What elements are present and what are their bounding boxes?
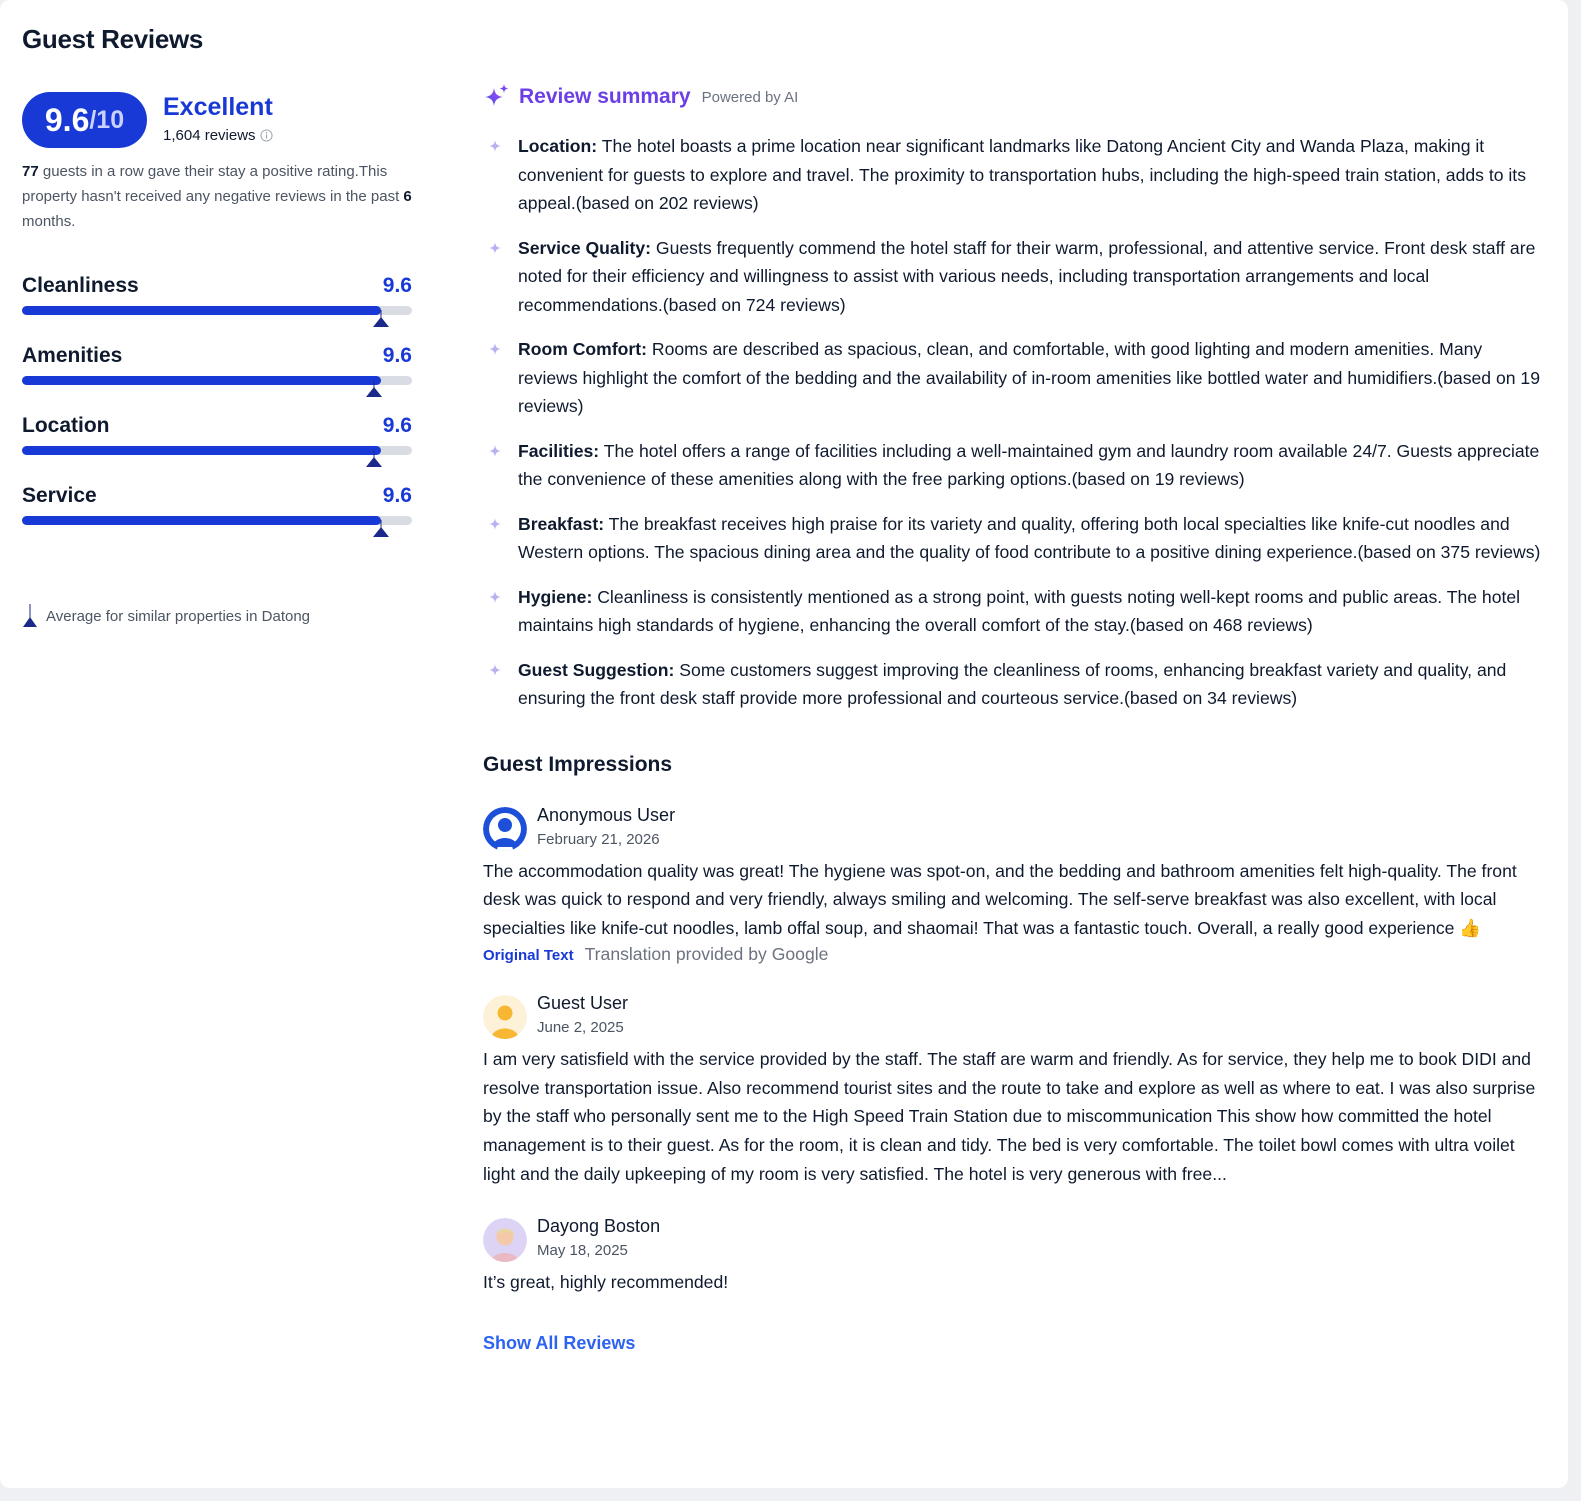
average-marker-icon: [372, 520, 390, 538]
category-score: 9.6: [382, 414, 412, 437]
review-text: It’s great, highly recommended!: [483, 1272, 729, 1293]
sparkle-bullet-icon: [488, 444, 502, 458]
reviewer-name: Guest User: [537, 993, 629, 1014]
average-marker-icon: [365, 380, 383, 398]
category-scores: [22, 274, 412, 554]
summary-label: Location:: [518, 136, 598, 156]
review-date: February 21, 2026: [537, 830, 660, 848]
summary-label: Hygiene:: [518, 586, 593, 607]
summary-text: The breakfast receives high praise for its variety and quality, offering both local specialties like knife-cut noodles and Western options. The spacious dining area and the quality of food contribute to a positive dining experience.(based on 375 reviews): [518, 513, 1541, 562]
overall-score-max: /10: [89, 105, 125, 134]
category-name: Amenities: [22, 344, 123, 367]
summary-item: [483, 132, 1543, 218]
summary-item: [483, 510, 1543, 567]
score-bar-track: [22, 446, 412, 455]
review-date: May 18, 2025: [537, 1242, 628, 1260]
summary-item: [483, 656, 1543, 713]
score-bar-track: [22, 516, 412, 525]
sparkle-bullet-icon: [488, 342, 502, 356]
review-content: [483, 82, 1543, 1354]
summary-text: Rooms are described as spacious, clean, and comfortable, with good lighting and modern amenities. Many reviews highlight the comfort of the bedding and the availability of in-room amenities like bottled water and humidifiers.(based on 19 reviews): [518, 339, 1540, 416]
summary-label: Guest Suggestion:: [518, 659, 675, 680]
summary-text: The hotel offers a range of facilities including a well-maintained gym and laundry room available 24/7. Guests appreciate the convenience of these amenities along with the free parking options.(based on 19 reviews): [518, 440, 1540, 489]
average-marker-icon: [22, 604, 38, 628]
positive-streak-text: 77 guests in a row gave their stay a positive rating.This property hasn't received any negative reviews in the past 6 months.: [22, 163, 412, 230]
category-score: 9.6: [382, 274, 412, 297]
info-icon[interactable]: [260, 129, 273, 142]
photo-avatar: [483, 1218, 527, 1262]
ai-sparkle-icon: [483, 83, 511, 111]
summary-title: Review summary: [519, 85, 691, 108]
score-bar-fill: [22, 446, 381, 455]
category-score: 9.6: [382, 344, 412, 367]
review-item: [483, 1218, 1543, 1297]
summary-text: Guests frequently commend the hotel staff for their warm, professional, and attentive service. Front desk staff are noted for their efficiency and willingness to assist with various needs, including transportation arrangements and local recommendations.(based on 724 reviews): [518, 237, 1536, 315]
rating-panel: [22, 92, 412, 625]
summary-header: [483, 82, 1543, 112]
review-item: [483, 804, 1543, 966]
category-name: Location: [22, 414, 110, 437]
review-text: I am very satisfield with the service provided by the staff. The staff are warm and friendly. As for service, they help me to book DIDI and resolve transportation issue. Also recommend tourist sites and the route to take and explore as well as where to eat. I was also surprise by the staff who personally sent me to the High Speed Train Station due to miscommunication This show how committed the hotel management is to their guest. As for the room, it is clean and tidy. The bed is very comfortable. The toilet bowl comes with ultra voilet light and the daily upkeeping of my room is very satisfied. The hotel is very generous with free...: [483, 1049, 1536, 1184]
summary-text: Cleanliness is consistently mentioned as a strong point, with guests noting well-kept rooms and public areas. The hotel maintains high standards of hygiene, enhancing the overall comfort of the stay.(based on 468 reviews): [518, 586, 1521, 635]
summary-item: [483, 234, 1543, 320]
original-text-link[interactable]: Original Text: [483, 947, 574, 965]
reviewer-name: Anonymous User: [537, 804, 676, 825]
category-location: [22, 414, 412, 484]
summary-label: Facilities:: [518, 440, 600, 461]
score-bar-track: [22, 306, 412, 315]
average-marker-icon: [372, 310, 390, 328]
reviewer-name: Dayong Boston: [537, 1216, 661, 1237]
sparkle-bullet-icon: [488, 139, 502, 153]
anonymous-avatar: [483, 807, 527, 851]
sparkle-bullet-icon: [488, 517, 502, 531]
sparkle-bullet-icon: [488, 241, 502, 255]
overall-score: 9.6: [44, 101, 90, 138]
summary-label: Room Comfort:: [518, 339, 647, 359]
guest-impressions-title: Guest Impressions: [483, 752, 673, 776]
category-score: 9.6: [382, 484, 412, 507]
category-amenities: [22, 344, 412, 414]
review-text: The accommodation quality was great! The hygiene was spot-on, and the bedding and bathroom amenities felt high-quality. The front desk was quick to respond and very friendly, always smiling and welcoming. The self-serve breakfast was also excellent, with local specialties like knife-cut noodles, lamb offal soup, and shaomai! That was a fantastic touch. Overall, a really good experience 👍: [483, 860, 1517, 938]
category-cleanliness: [22, 274, 412, 344]
sparkle-bullet-icon: [488, 590, 502, 604]
rating-word: Excellent: [163, 93, 273, 121]
review-date: June 2, 2025: [537, 1019, 624, 1037]
summary-label: Breakfast:: [518, 513, 605, 534]
summary-list: [483, 132, 1543, 713]
page-title: Guest Reviews: [22, 24, 204, 54]
score-bar-fill: [22, 306, 381, 315]
score-bar-fill: [22, 376, 381, 385]
summary-item: [483, 583, 1543, 640]
overall-score-badge: [22, 92, 147, 148]
average-legend: Average for similar properties in Datong: [22, 604, 310, 628]
translation-note: Translation provided by Google: [584, 944, 829, 965]
summary-label: Service Quality:: [518, 237, 651, 258]
category-name: Service: [22, 484, 97, 507]
guest-avatar: [483, 995, 527, 1039]
category-name: Cleanliness: [22, 274, 139, 297]
review-item: [483, 995, 1543, 1188]
show-all-reviews-link[interactable]: Show All Reviews: [483, 1332, 636, 1353]
summary-item: [483, 437, 1543, 494]
summary-text: Some customers suggest improving the cleanliness of rooms, enhancing breakfast variety and quality, and ensuring the front desk staff provide more professional and courteous service.(based on 34 reviews): [518, 659, 1507, 708]
score-bar-fill: [22, 516, 381, 525]
powered-by-ai: Powered by AI: [701, 88, 799, 106]
category-service: [22, 484, 412, 554]
sparkle-bullet-icon: [488, 663, 502, 677]
overall-score-row: [22, 92, 412, 148]
score-bar-track: [22, 376, 412, 385]
review-count: 1,604 reviews: [163, 127, 256, 144]
summary-item: [483, 335, 1543, 421]
average-marker-icon: [365, 450, 383, 468]
summary-text: The hotel boasts a prime location near significant landmarks like Datong Ancient City and Wanda Plaza, making it convenient for guests to explore and travel. The proximity to transportation hubs, including the high-speed train station, adds to its appeal.(based on 202 reviews): [518, 136, 1526, 213]
